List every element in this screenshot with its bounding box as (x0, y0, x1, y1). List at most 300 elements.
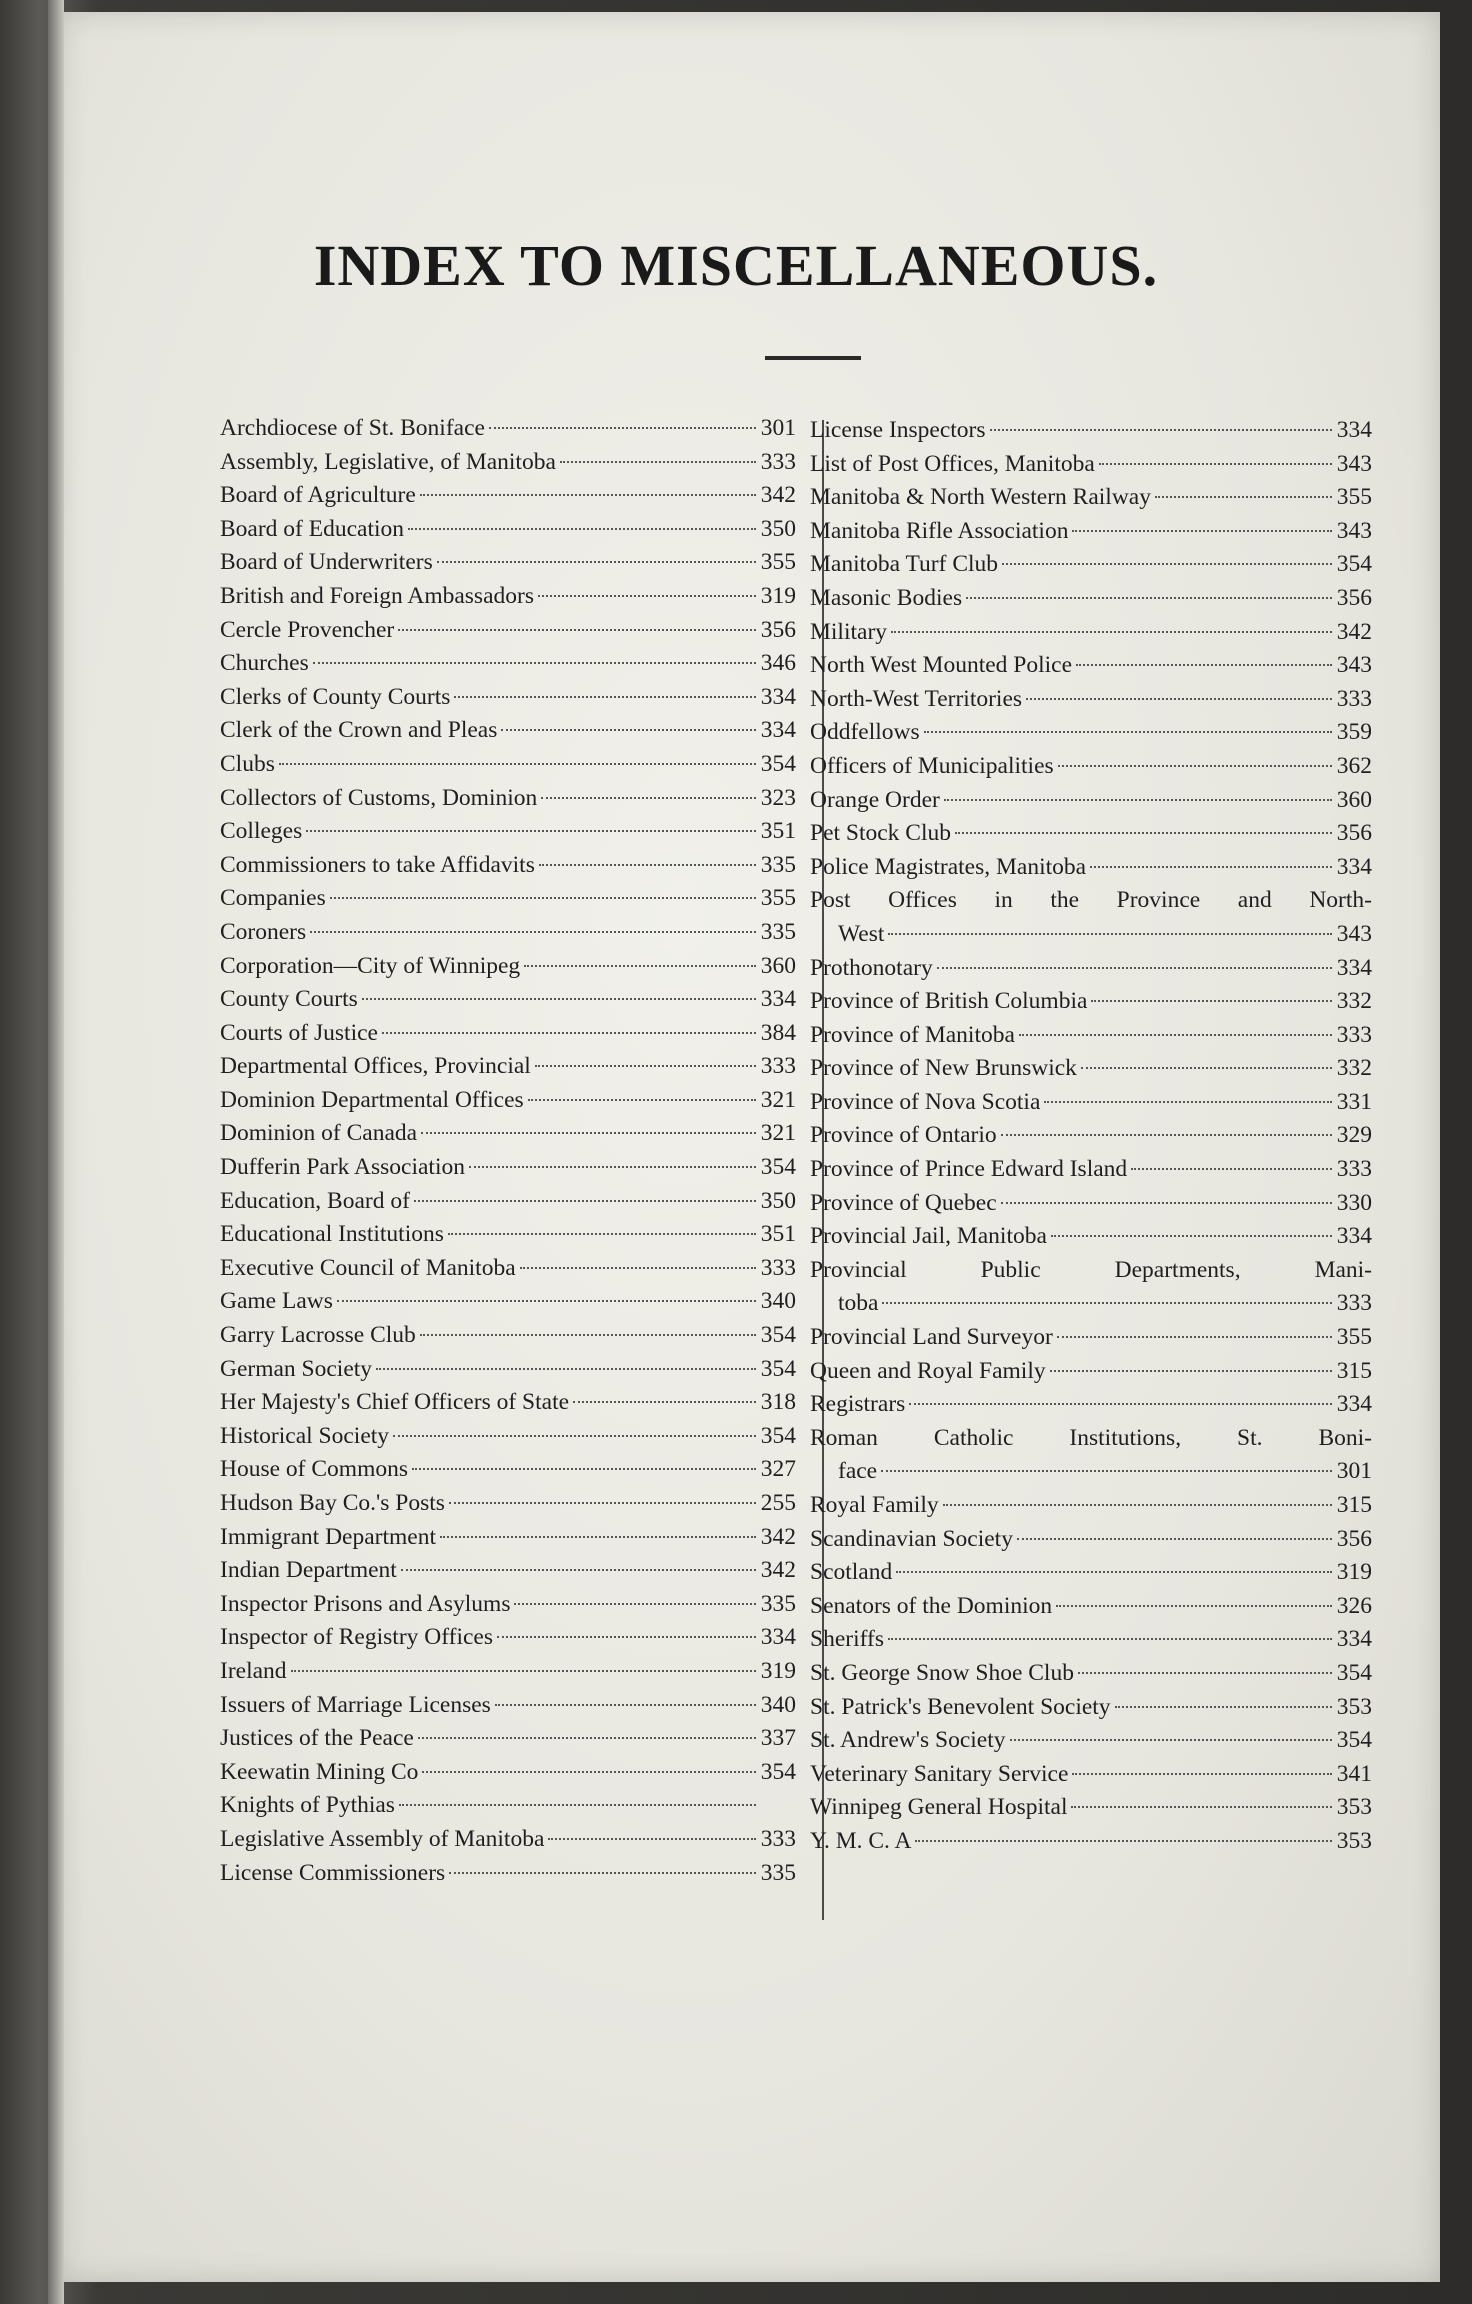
index-entry (810, 1657, 1372, 1691)
leader-dots (524, 965, 756, 967)
index-entry-label: Y. M. C. A (810, 1827, 912, 1854)
index-entry-page: 355 (1336, 484, 1372, 511)
leader-dots (1072, 530, 1332, 532)
index-entry-label: Keewatin Mining Co (220, 1758, 419, 1785)
index-entry-label: Roman Catholic Institutions, St. Boni- (810, 1424, 1372, 1451)
index-entry (220, 983, 796, 1017)
index-entry-label: British and Foreign Ambassadors (220, 582, 534, 609)
index-entry-page: 353 (1336, 1693, 1372, 1720)
index-entry (810, 716, 1372, 750)
index-entry (220, 1420, 796, 1454)
index-entry (810, 750, 1372, 784)
index-entry-page: 334 (760, 986, 796, 1013)
index-entry-label: Issuers of Marriage Licenses (220, 1691, 491, 1718)
index-entry-label: Commissioners to take Affidavits (220, 851, 535, 878)
index-entry-label: St. Andrew's Society (810, 1727, 1006, 1754)
index-entry-page: 333 (1336, 1156, 1372, 1183)
index-entry-page: 329 (1336, 1122, 1372, 1149)
leader-dots (1091, 1000, 1332, 1002)
index-entry-label: Departmental Offices, Provincial (220, 1053, 531, 1080)
index-entry-label: Provincial Land Surveyor (810, 1324, 1053, 1351)
leader-dots (1019, 1034, 1332, 1036)
leader-dots (896, 1571, 1332, 1573)
index-entry-label: Companies (220, 885, 326, 912)
index-entry (220, 1050, 796, 1084)
leader-dots (990, 429, 1332, 431)
index-entry-page: 356 (760, 616, 796, 643)
leader-dots (1078, 1672, 1332, 1674)
index-entry-page: 334 (1336, 1391, 1372, 1418)
index-entry-page: 354 (760, 1322, 796, 1349)
index-entry-label-continued: West (838, 920, 885, 947)
index-entry (810, 1220, 1372, 1254)
index-entry-label: Indian Department (220, 1557, 397, 1584)
index-entry (810, 1153, 1372, 1187)
index-entry (810, 1724, 1372, 1758)
index-entry-page: 359 (1336, 719, 1372, 746)
index-entry-label: Knights of Pythias (220, 1792, 395, 1819)
index-entry (220, 446, 796, 480)
leader-dots (422, 1771, 756, 1773)
index-entry-label: List of Post Offices, Manitoba (810, 450, 1095, 477)
index-entry-page: 319 (1336, 1559, 1372, 1586)
leader-dots (1058, 765, 1332, 767)
index-entry-label: Education, Board of (220, 1187, 410, 1214)
index-entry (220, 1689, 796, 1723)
leader-dots (306, 830, 756, 832)
index-entry-label: St. George Snow Shoe Club (810, 1659, 1074, 1686)
index-entry-page: 354 (760, 1355, 796, 1382)
index-entry-label: Dominion Departmental Offices (220, 1086, 524, 1113)
index-entry-page: 362 (1336, 752, 1372, 779)
index-entry-page: 334 (1336, 417, 1372, 443)
index-entry-label: Provincial Public Departments, Mani- (810, 1256, 1372, 1283)
leader-dots (1081, 1067, 1332, 1069)
index-entry-label: Veterinary Sanitary Service (810, 1760, 1069, 1787)
index-entry-page: 333 (760, 1053, 796, 1080)
index-entry-page: 342 (760, 1523, 796, 1550)
index-entry-label: Province of Manitoba (810, 1021, 1015, 1048)
leader-dots (1050, 1370, 1332, 1372)
leader-dots (888, 1638, 1332, 1640)
leader-dots (924, 731, 1332, 733)
leader-dots (1090, 866, 1332, 868)
leader-dots (1072, 1773, 1332, 1775)
page-title: INDEX TO MISCELLANEOUS. (313, 233, 1159, 298)
index-entry-page: 343 (1336, 517, 1372, 544)
index-entry-page: 360 (760, 952, 796, 979)
leader-dots (1057, 1336, 1332, 1338)
index-entry-page: 333 (760, 448, 796, 475)
leader-dots (448, 1233, 756, 1235)
leader-dots (888, 933, 1332, 935)
leader-dots (469, 1166, 756, 1168)
index-entry-page: 354 (1336, 551, 1372, 578)
index-entry (810, 1590, 1372, 1624)
index-entry (810, 1825, 1372, 1859)
index-entry-page: 321 (760, 1120, 796, 1147)
index-entry-label: Manitoba & North Western Railway (810, 484, 1151, 511)
index-entry-label-continued: toba (838, 1290, 879, 1317)
index-entry-page: 340 (760, 1691, 796, 1718)
leader-dots (489, 427, 756, 429)
index-entry-page: 343 (1336, 652, 1372, 679)
index-entry (220, 782, 796, 816)
leader-dots (541, 797, 756, 799)
index-entry-label: Post Offices in the Province and North- (810, 887, 1372, 914)
index-entry-page: 335 (760, 1859, 796, 1886)
index-entry (220, 647, 796, 681)
index-entry-page: 335 (760, 918, 796, 945)
index-entry (220, 1319, 796, 1353)
index-entry (220, 1386, 796, 1420)
leader-dots (1026, 698, 1332, 700)
index-entry-page: 319 (760, 582, 796, 609)
index-entry (810, 1758, 1372, 1792)
index-entry-page: 301 (1336, 1458, 1372, 1485)
index-entry-label: Ireland (220, 1657, 287, 1684)
index-entry-page: 327 (760, 1456, 796, 1483)
leader-dots (1044, 1101, 1332, 1103)
index-entry (810, 548, 1372, 582)
index-entry-label: Provincial Jail, Manitoba (810, 1223, 1047, 1250)
index-entry (810, 1791, 1372, 1825)
index-entry-label: Winnipeg General Hospital (810, 1794, 1068, 1821)
leader-dots (421, 1132, 756, 1134)
leader-dots (548, 1838, 756, 1840)
index-entry (810, 1254, 1372, 1321)
leader-dots (943, 1504, 1332, 1506)
index-entry (220, 1151, 796, 1185)
leader-dots (408, 528, 756, 530)
index-entry-label: Manitoba Turf Club (810, 551, 999, 578)
index-entry (220, 546, 796, 580)
leader-dots (538, 595, 756, 597)
index-entry-label: German Society (220, 1355, 373, 1382)
index-entry-page: 353 (1336, 1794, 1372, 1821)
index-entry (810, 1187, 1372, 1221)
index-entry-page: 354 (760, 1422, 796, 1449)
index-entry (810, 1086, 1372, 1120)
leader-dots (909, 1403, 1332, 1405)
index-entry (810, 582, 1372, 616)
index-entry-label: Queen and Royal Family (810, 1357, 1046, 1384)
index-entry (220, 1084, 796, 1118)
index-entry (810, 683, 1372, 717)
index-entry-page: 350 (760, 515, 796, 542)
index-entry (810, 1556, 1372, 1590)
index-entry-page: 333 (1336, 1021, 1372, 1048)
index-entry (220, 1017, 796, 1051)
index-entry-label: North-West Territories (810, 685, 1023, 712)
index-entry-page: 319 (760, 1657, 796, 1684)
index-entry-label: Prothonotary (810, 954, 933, 981)
leader-dots (1001, 1202, 1332, 1204)
index-entry (220, 1823, 796, 1857)
index-entry (810, 448, 1372, 482)
index-entry-page: 343 (1336, 920, 1372, 947)
index-entry (810, 515, 1372, 549)
index-entry (220, 412, 796, 446)
index-entry-label: Officers of Municipalities (810, 752, 1054, 779)
index-entry (220, 1252, 796, 1286)
index-entry-label: Cercle Provencher (220, 616, 395, 643)
index-entry-page: 334 (760, 1624, 796, 1651)
index-entry (810, 1388, 1372, 1422)
index-entry-label: Board of Underwriters (220, 549, 433, 576)
index-entry-label: Legislative Assembly of Manitoba (220, 1825, 545, 1852)
index-entry (220, 1185, 796, 1219)
index-entry-page: 334 (1336, 853, 1372, 880)
leader-dots (1010, 1739, 1333, 1741)
index-entry (220, 1655, 796, 1689)
index-entry-page: 342 (1336, 618, 1372, 645)
index-entry-page: 334 (760, 717, 796, 744)
index-entry-label: Sheriffs (810, 1626, 884, 1653)
index-entry-label: Province of Ontario (810, 1122, 997, 1149)
leader-dots (398, 629, 756, 631)
index-entry (220, 882, 796, 916)
index-entry-page: 323 (760, 784, 796, 811)
leader-dots (437, 561, 756, 563)
leader-dots (412, 1468, 756, 1470)
index-entry-label: Province of Nova Scotia (810, 1088, 1041, 1115)
leader-dots (454, 696, 756, 698)
leader-dots (520, 1267, 756, 1269)
index-entry-page: 351 (760, 818, 796, 845)
index-entry-page: 350 (760, 1187, 796, 1214)
index-entry-page: 351 (760, 1221, 796, 1248)
leader-dots (291, 1670, 756, 1672)
leader-dots (420, 1334, 756, 1336)
leader-dots (1002, 563, 1332, 565)
index-entry (220, 1117, 796, 1151)
leader-dots (1051, 1235, 1332, 1237)
index-entry-label: Inspector Prisons and Asylums (220, 1590, 511, 1617)
index-entry-label: Province of Prince Edward Island (810, 1156, 1128, 1183)
index-entry-label: Dominion of Canada (220, 1120, 418, 1147)
index-entry-page: 318 (760, 1389, 796, 1416)
leader-dots (1076, 664, 1332, 666)
leader-dots (337, 1300, 756, 1302)
index-entry-label: Clubs (220, 750, 275, 777)
index-entry-label: Garry Lacrosse Club (220, 1322, 416, 1349)
index-entry-page: 337 (760, 1725, 796, 1752)
index-entry-page: 355 (1336, 1324, 1372, 1351)
leader-dots (955, 832, 1332, 834)
index-entry-page: 346 (760, 650, 796, 677)
leader-dots (501, 729, 756, 731)
index-entry-label: St. Patrick's Benevolent Society (810, 1693, 1111, 1720)
leader-dots (915, 1840, 1332, 1842)
index-entry (220, 1521, 796, 1555)
index-entry-page: 340 (760, 1288, 796, 1315)
index-entry-page: 356 (1336, 820, 1372, 847)
index-entry-page: 342 (760, 482, 796, 509)
leader-dots (514, 1603, 756, 1605)
index-entry-label: Coroners (220, 918, 307, 945)
index-entry-label: House of Commons (220, 1456, 408, 1483)
leader-dots (449, 1872, 756, 1874)
leader-dots (1115, 1706, 1332, 1708)
index-entry-page: 333 (760, 1254, 796, 1281)
index-entry-page: 354 (1336, 1727, 1372, 1754)
index-entry (810, 1355, 1372, 1389)
index-entry-page: 335 (760, 1590, 796, 1617)
index-entry-label: Royal Family (810, 1492, 939, 1518)
index-entry-label: Police Magistrates, Manitoba (810, 853, 1087, 880)
index-entry-page: 343 (1336, 450, 1372, 477)
index-entry (220, 1487, 796, 1521)
leader-dots (418, 1737, 756, 1739)
index-column-left (220, 412, 796, 1890)
index-entry-label-continued: face (838, 1458, 878, 1485)
index-entry-page: 334 (1336, 1223, 1372, 1250)
leader-dots (1099, 463, 1332, 465)
leader-dots (891, 631, 1332, 633)
index-entry (220, 1554, 796, 1588)
index-entry-page: 355 (760, 885, 796, 912)
index-entry-label: Province of New Brunswick (810, 1055, 1077, 1082)
index-entry (220, 479, 796, 513)
index-entry-page: 333 (1336, 685, 1372, 712)
index-entry-label: Pet Stock Club (810, 820, 952, 847)
leader-dots (1071, 1806, 1332, 1808)
index-entry-page: 326 (1336, 1592, 1372, 1619)
index-entry-label: Clerk of the Crown and Pleas (220, 717, 498, 744)
index-entry (810, 817, 1372, 851)
index-entry-page: 342 (760, 1557, 796, 1584)
index-entry-label: Courts of Justice (220, 1019, 378, 1046)
leader-dots (944, 799, 1332, 801)
index-entry (220, 1621, 796, 1655)
index-entry (220, 815, 796, 849)
index-entry-label: Military (810, 618, 888, 645)
index-entry-label: Masonic Bodies (810, 584, 963, 611)
index-entry (220, 748, 796, 782)
index-entry (810, 884, 1372, 951)
index-entry-label: Immigrant Department (220, 1523, 436, 1550)
index-entry-page: 315 (1336, 1492, 1372, 1518)
index-entry (810, 481, 1372, 515)
index-entry-page: 355 (760, 549, 796, 576)
index-entry-label: Province of British Columbia (810, 988, 1088, 1015)
index-entry (810, 414, 1372, 448)
index-entry-page: 330 (1336, 1189, 1372, 1216)
index-entry-label: Justices of the Peace (220, 1725, 414, 1752)
leader-dots (1017, 1538, 1332, 1540)
leader-dots (310, 931, 756, 933)
index-entry-label: Game Laws (220, 1288, 333, 1315)
index-entry (810, 851, 1372, 885)
leader-dots (535, 1065, 756, 1067)
index-entry (810, 1489, 1372, 1523)
index-entry-label: Dufferin Park Association (220, 1154, 465, 1181)
leader-dots (449, 1502, 756, 1504)
index-entry (220, 614, 796, 648)
index-entry-page: 341 (1336, 1760, 1372, 1787)
index-entry (220, 916, 796, 950)
index-entry (220, 714, 796, 748)
index-entry-page: 301 (760, 415, 796, 441)
leader-dots (313, 662, 756, 664)
leader-dots (937, 967, 1332, 969)
index-entry (220, 1857, 796, 1891)
index-entry-page: 334 (1336, 1626, 1372, 1653)
index-entry (810, 1052, 1372, 1086)
leader-dots (420, 494, 756, 496)
index-entry (220, 580, 796, 614)
index-entry-label: Board of Agriculture (220, 482, 416, 509)
index-entry-page: 315 (1336, 1357, 1372, 1384)
index-entry-page: 356 (1336, 584, 1372, 611)
index-entry-label: Orange Order (810, 786, 940, 813)
index-entry-page: 332 (1336, 1055, 1372, 1082)
index-entry (220, 1453, 796, 1487)
leader-dots (560, 461, 756, 463)
index-entry-label: Colleges (220, 818, 303, 845)
index-entry (810, 985, 1372, 1019)
leader-dots (528, 1099, 756, 1101)
index-column-right (810, 414, 1372, 1859)
index-entry (810, 1119, 1372, 1153)
index-entry-label: Corporation—City of Winnipeg (220, 952, 521, 979)
index-entry-page: 333 (760, 1825, 796, 1852)
index-entry (220, 1789, 796, 1823)
index-entry-label: County Courts (220, 986, 358, 1013)
index-entry-page: 353 (1336, 1827, 1372, 1854)
leader-dots (539, 864, 756, 866)
leader-dots (881, 1470, 1332, 1472)
index-entry (810, 1691, 1372, 1725)
leader-dots (1155, 496, 1332, 498)
index-entry-label: Manitoba Rifle Association (810, 517, 1069, 544)
index-entry-label: Collectors of Customs, Dominion (220, 784, 538, 811)
index-entry (810, 616, 1372, 650)
index-entry-label: Registrars (810, 1391, 906, 1418)
index-entry-label: Inspector of Registry Offices (220, 1624, 494, 1651)
index-entry-page: 255 (760, 1490, 796, 1516)
leader-dots (399, 1804, 756, 1806)
index-entry-label: Scandinavian Society (810, 1525, 1013, 1552)
index-entry (220, 1722, 796, 1756)
index-entry-label: North West Mounted Police (810, 652, 1073, 679)
index-entry-label: License Commissioners (220, 1859, 446, 1886)
index-entry (220, 681, 796, 715)
title-rule (765, 356, 861, 360)
index-entry (220, 1588, 796, 1622)
index-entry (810, 1321, 1372, 1355)
leader-dots (573, 1401, 756, 1403)
index-entry (220, 950, 796, 984)
index-entry (220, 1353, 796, 1387)
index-entry (220, 1756, 796, 1790)
index-entry (810, 1422, 1372, 1489)
index-entry-page: 360 (1336, 786, 1372, 813)
leader-dots (882, 1302, 1332, 1304)
leader-dots (393, 1435, 756, 1437)
index-entry-label: Clerks of County Courts (220, 683, 451, 710)
index-entry (810, 952, 1372, 986)
index-entry-page: 333 (1336, 1290, 1372, 1317)
page-spine-edge (48, 0, 64, 2304)
leader-dots (376, 1368, 756, 1370)
leader-dots (362, 998, 756, 1000)
index-entry-page: 354 (760, 1154, 796, 1181)
index-entry-label: Board of Education (220, 515, 405, 542)
index-entry-label: Archdiocese of St. Boniface (220, 415, 485, 441)
index-entry-page: 331 (1336, 1088, 1372, 1115)
